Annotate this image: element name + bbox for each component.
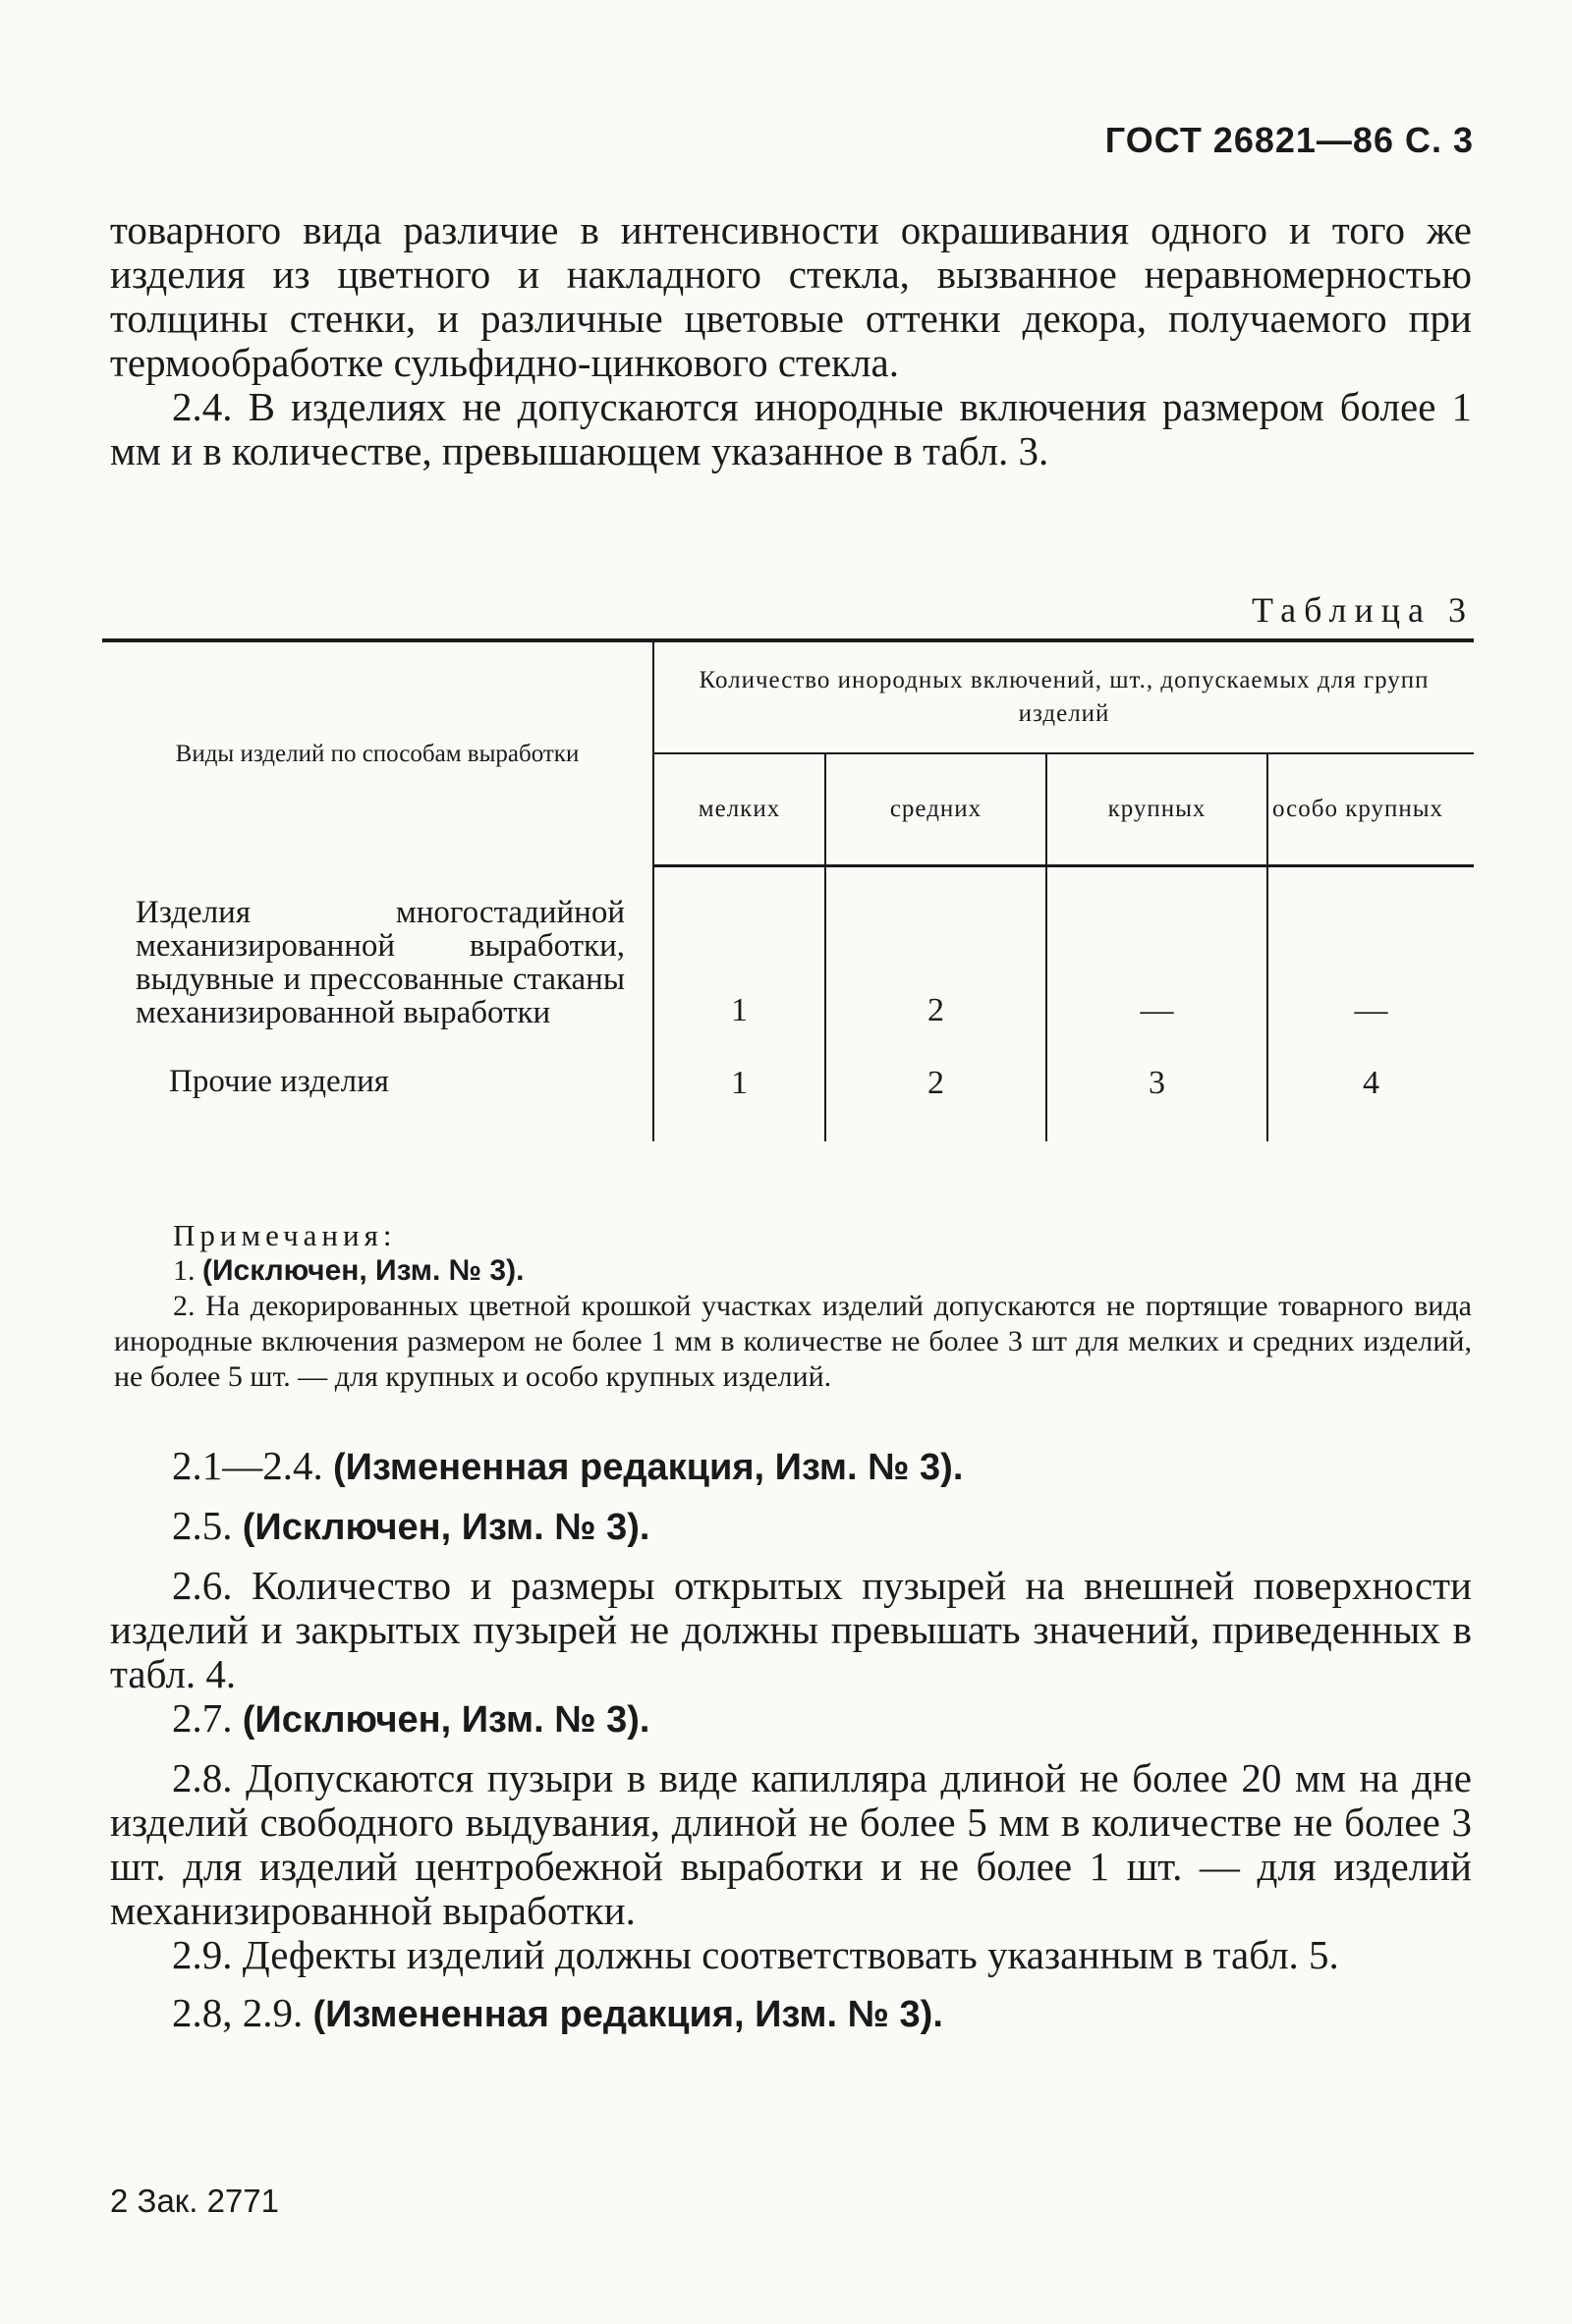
cell-large: — bbox=[1046, 866, 1267, 1031]
table-3 bbox=[102, 638, 1474, 1141]
cell-small: 1 bbox=[653, 866, 825, 1031]
paragraph-2-5: 2.5. (Исключен, Изм. № 3). bbox=[172, 1503, 650, 1548]
table-row bbox=[102, 866, 1474, 1031]
header-product-kind: Виды изделий по способам выработки bbox=[102, 640, 653, 866]
paragraph-2-6: 2.6. Количество и размеры открытых пузырей на внешней поверхности изделий и закрытых пузырей не должны превышать значений, приведенных в табл. 4. bbox=[110, 1563, 1472, 1696]
cell-large: 3 bbox=[1046, 1031, 1267, 1141]
notes-heading: Примечания: bbox=[173, 1218, 397, 1252]
note-2: 2. На декорированных цветной крошкой участках изделий допускаются не портящие товарного вида инородные включения размером не более 1 мм в количестве не более 3 шт для мелких и средних изделий, не более 5 шт. — для крупных и особо крупных изделий. bbox=[114, 1290, 1472, 1393]
paragraph-2-8-2-9: 2.8, 2.9. (Измененная редакция, Изм. № 3). bbox=[172, 1990, 943, 2035]
cell-medium: 2 bbox=[825, 1031, 1046, 1141]
cell-small: 1 bbox=[653, 1031, 825, 1141]
header-small: мелких bbox=[653, 753, 825, 866]
running-header: ГОСТ 26821—86 С. 3 bbox=[1104, 120, 1474, 160]
paragraph-continuation: товарного вида различие в интенсивности окрашивания одного и того же изделия из цветного и накладного стекла, вызванное неравномерностью толщины стенки, и различные цветовые оттенки декора, получаемого при термообработке сульфидно-цинкового стекла. bbox=[110, 207, 1472, 385]
table-notes bbox=[114, 1218, 1472, 1395]
cell-extra-large: — bbox=[1354, 991, 1388, 1028]
header-extra-large: особо крупных bbox=[1267, 753, 1474, 866]
print-order-mark: 2 Зак. 2771 bbox=[110, 2183, 279, 2219]
body-text-top bbox=[110, 208, 1472, 473]
table-row bbox=[102, 1031, 1474, 1141]
cell-medium: 2 bbox=[825, 866, 1046, 1031]
body-text-bottom bbox=[110, 1444, 1472, 2037]
paragraph-2-8: 2.8. Допускаются пузыри в виде капилляра длиной не более 20 мм на дне изделий свободного выдувания, длиной не более 5 мм в количестве не более 3 шт. для изделий центробежной выработки и не более 1 шт. — для изделий механизированной выработки. bbox=[110, 1755, 1472, 1933]
paragraph-2-1-2-4: 2.1—2.4. (Измененная редакция, Изм. № 3). bbox=[172, 1443, 964, 1488]
paragraph-2-4: 2.4. В изделиях не допускаются инородные включения размером более 1 мм и в количестве, превышающем указанное в табл. 3. bbox=[110, 384, 1472, 473]
paragraph-2-9: 2.9. Дефекты изделий должны соответствовать указанным в табл. 5. bbox=[172, 1932, 1339, 1977]
row-product-kind: Изделия многостадийной механизированной выработки, выдувные и прессованные стаканы механизированной выработки bbox=[102, 866, 653, 1031]
header-inclusions-count: Количество инородных включений, шт., допускаемых для групп изделий bbox=[653, 640, 1474, 753]
header-large: крупных bbox=[1046, 753, 1267, 866]
note-1: 1. (Исключен, Изм. № 3). bbox=[173, 1254, 525, 1287]
row-product-kind: Прочие изделия bbox=[102, 1031, 653, 1141]
paragraph-2-7: 2.7. (Исключен, Изм. № 3). bbox=[172, 1695, 650, 1741]
table-caption: Таблица 3 bbox=[1252, 590, 1474, 630]
header-medium: средних bbox=[825, 753, 1046, 866]
cell-extra-large: 4 bbox=[1363, 1064, 1380, 1101]
